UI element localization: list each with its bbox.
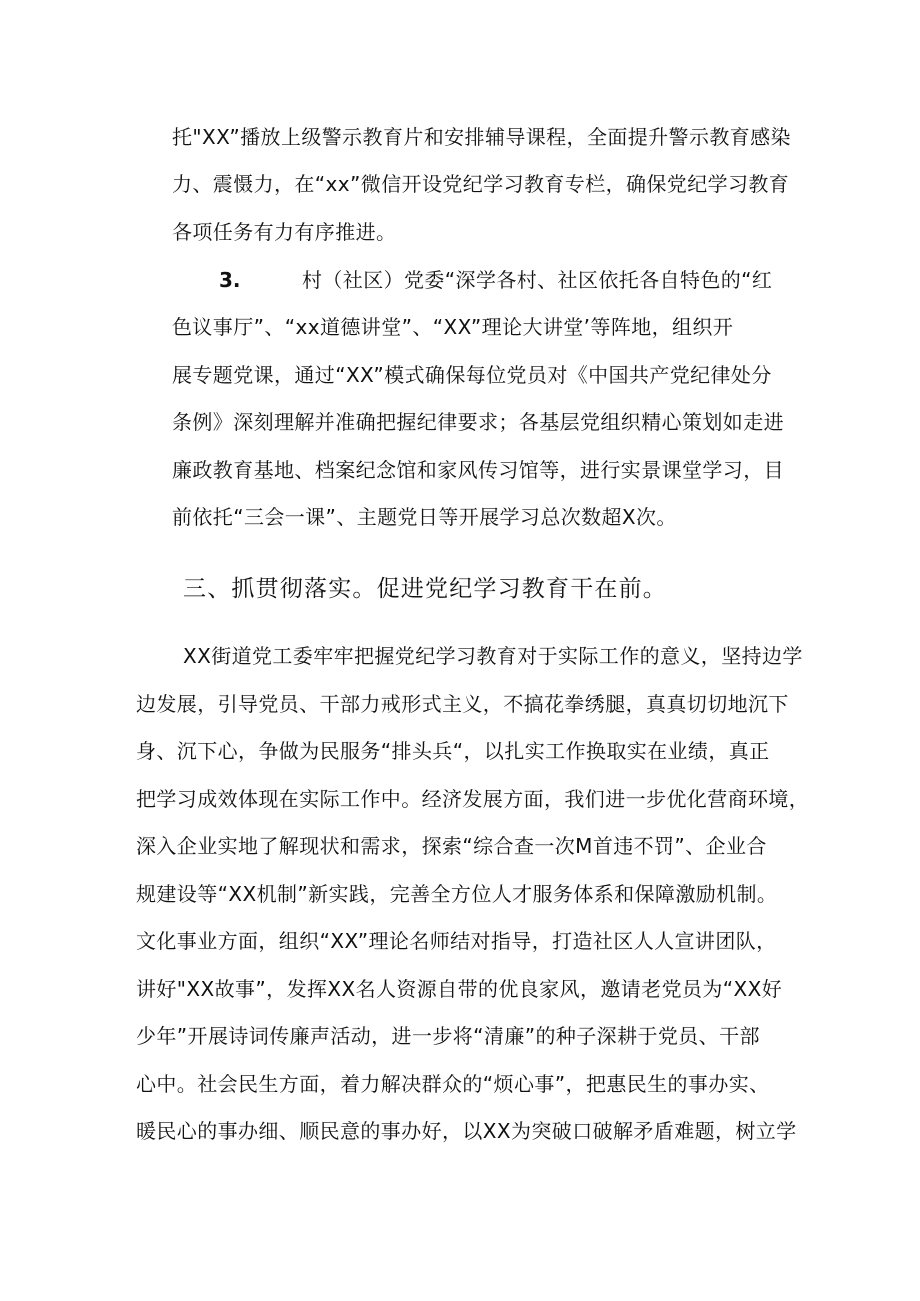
paragraph-1-line-1: 托"XX”播放上级警示教育片和安排辅导课程，全面提升警示教育感染 [172, 125, 791, 149]
paragraph-2-line-3: 身、沉下心，争做为民服务“排头兵“，以扎实工作换取实在业绩，真正 [136, 739, 770, 763]
item-3-line-6: 前依托“三会一课”、主题党日等开展学习总次数超X次。 [172, 505, 677, 529]
paragraph-1-line-3: 各项任务有力有序推进。 [172, 220, 397, 244]
paragraph-2-line-10: 心中。社会民生方面，着力解决群众的“烦心事”，把惠民生的事办实、 [136, 1072, 770, 1096]
paragraph-2-line-4: 把学习成效体现在实际工作中。经济发展方面，我们进一步优化营商环境， [136, 787, 810, 811]
paragraph-2-line-2: 边发展，引导党员、干部力戒形式主义，不搞花拳绣腿，真真切切地沉下 [136, 692, 789, 716]
paragraph-2-line-6: 规建设等“XX机制”新实践，完善全方位人才服务体系和保障激励机制。 [136, 882, 778, 906]
paragraph-2-line-9: 少年”开展诗词传廉声活动，进一步将“清廉”的种子深耕于党员、干部 [136, 1024, 760, 1048]
item-3-line-3: 展专题党课，通过“XX”模式确保每位党员对《中国共产党纪律处分 [172, 363, 772, 387]
section-3-heading: 三、抓贯彻落实。促进党纪学习教育干在前。 [183, 576, 667, 602]
paragraph-2-line-8: 讲好"XX故事”，发挥XX名人资源自带的优良家风，邀请老党员为“XX好 [136, 977, 783, 1001]
paragraph-2-line-5: 深入企业实地了解现状和需求，探索“综合查一次M首违不罚”、企业合 [136, 834, 767, 858]
item-3-line-1: 村（社区）党委“深学各村、社区依托各自特色的“红 [302, 268, 773, 292]
item-3-line-5: 廉政教育基地、档案纪念馆和家风传习馆等，进行实景课堂学习，目 [172, 458, 784, 482]
paragraph-2-line-7: 文化事业方面，组织“XX”理论名师结对指导，打造社区人人宣讲团队， [136, 929, 777, 953]
item-3-line-4: 条例》深刻理解并准确把握纪律要求；各基层党组织精心策划如走进 [172, 410, 784, 434]
item-3-line-2: 色议事厅”、“xx道德讲堂”、“XX”理论大讲堂’等阵地，组织开 [172, 315, 734, 339]
paragraph-2-line-1: XX街道党工委牢牢把握党纪学习教育对于实际工作的意义，坚持边学 [183, 644, 803, 668]
paragraph-2-line-11: 暖民心的事办细、顺民意的事办好，以XX为突破口破解矛盾难题，树立学 [136, 1119, 797, 1143]
paragraph-1-line-2: 力、震慑力，在“xx”微信开设党纪学习教育专栏，确保党纪学习教育 [172, 172, 790, 196]
item-3-number: 3. [219, 268, 241, 292]
